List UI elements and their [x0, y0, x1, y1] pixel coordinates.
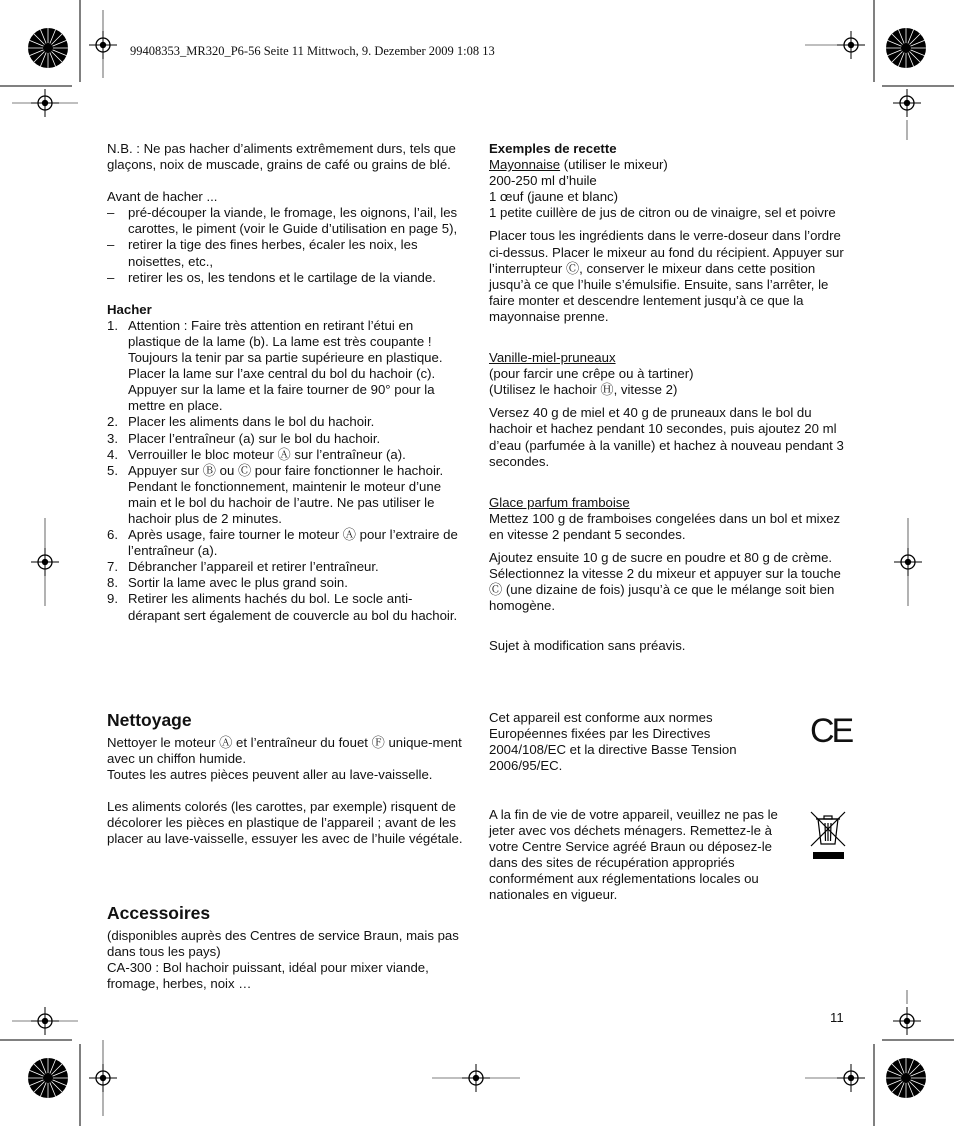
page-number: 11 — [830, 1010, 844, 1025]
nb-paragraph: N.B. : Ne pas hacher d’aliments extrêmement durs, tels que glaçons, noix de muscade, grains de café ou grains de blé. — [107, 141, 456, 173]
nettoyage-title: Nettoyage — [107, 710, 192, 730]
ce-paragraph: Cet appareil est conforme aux normes Européennes fixées par les Directives 2004/108/EC et la directive Basse Tension 2006/95/EC. — [489, 710, 737, 774]
mayo-text: Placer tous les ingrédients dans le verre-doseur dans l’ordre ci-dessus. Placer le mixeur au fond du récipient. Appuyer sur l’interrupteur Ⓒ, conserver le mixeur dans cette position jusqu’à ce que l’huile s’émulsifie. Ensuite, sans l’arrêter, le faire monter et descendre lentement jusqu’à ce que la mayonnaise prenne. — [489, 228, 844, 324]
vanille-note: (Utilisez le hachoir Ⓗ, vitesse 2) — [489, 382, 678, 398]
mayo-note: (utiliser le mixeur) — [560, 157, 668, 173]
weee-bin-icon — [808, 810, 848, 862]
weee-text — [489, 807, 801, 904]
hacher-list — [107, 318, 463, 624]
avant-title: Avant de hacher ... — [107, 189, 218, 205]
mayo-ingredient: 1 petite cuillère de jus de citron ou de vinaigre, sel et poivre — [489, 205, 836, 221]
ce-mark: CE — [810, 712, 852, 750]
mayo-heading — [489, 157, 845, 173]
list-item: 7. Débrancher l’appareil et retirer l’entraîneur. — [107, 559, 379, 575]
recettes-title: Exemples de recette — [489, 141, 617, 156]
vanille-note: (pour farcir une crêpe ou à tartiner) — [489, 366, 694, 382]
weee-paragraph: A la fin de vie de votre appareil, veuillez ne pas le jeter avec vos déchets ménagers. Remettez-le à votre Centre Service agréé Braun ou déposez-le dans des sites de récupération appropriés conformément aux réglementations locales ou nationales en vigueur. — [489, 807, 778, 903]
list-item: 5. Appuyer sur Ⓑ ou Ⓒ pour faire fonctionner le hachoir. Pendant le fonctionnement, maintenir le moteur d’une main et le bol du hachoir de l’autre. Ne pas utiliser le hachoir plus de 2 minutes. — [107, 462, 444, 526]
list-item: 3. Placer l’entraîneur (a) sur le bol du hachoir. — [107, 430, 381, 446]
avant-list — [107, 205, 463, 285]
glace-title: Glace parfum framboise — [489, 494, 630, 510]
nettoyage-p2: Toutes les autres pièces peuvent aller au lave-vaisselle. — [107, 767, 433, 783]
accessoires-p2: CA-300 : Bol hachoir puissant, idéal pour mixer viande, fromage, herbes, noix … — [107, 960, 429, 992]
nettoyage-section — [107, 710, 465, 848]
list-item: 1. Attention : Faire très attention en retirant l’étui en plastique de la lame (b). La lame est très coupante ! Toujours la tenir par sa partie supérieure en plastique. Placer la lame sur l’axe central du bol du hachoir (c). Appuyer sur la lame et la faire tourner de 90° pour la mettre en place. — [107, 317, 443, 414]
list-item: 4. Verrouiller le bloc moteur Ⓐ sur l’entraîneur (a). — [107, 446, 406, 462]
vanille-title: Vanille-miel-pruneaux — [489, 350, 616, 366]
list-item: – retirer la tige des fines herbes, écaler les noix, les noisettes, etc., — [107, 237, 418, 269]
list-item: 6. Après usage, faire tourner le moteur Ⓐ pour l’extraire de l’entraîneur (a). — [107, 527, 458, 559]
nettoyage-p1: Nettoyer le moteur Ⓐ et l’entraîneur du fouet Ⓕ unique-ment avec un chiffon humide. — [107, 735, 462, 767]
glace-text: Ajoutez ensuite 10 g de sucre en poudre et 80 g de crème. Sélectionnez la vitesse 2 du mixeur et appuyer sur la touche Ⓒ (une dizaine de fois) jusqu’à ce que le mélange soit bien homogène. — [489, 549, 841, 614]
accessoires-section — [107, 903, 465, 992]
accessoires-p1: (disponibles auprès des Centres de service Braun, mais pas dans tous les pays) — [107, 928, 459, 960]
ce-text — [489, 710, 779, 774]
vanille-text: Versez 40 g de miel et 40 g de pruneaux dans le bol du hachoir et hachez pendant 10 secondes, puis ajoutez 20 ml d’eau (parfumée à la vanille) et hachez à nouveau pendant 3 secondes. — [489, 405, 844, 469]
glace-text: Mettez 100 g de framboises congelées dans un bol et mixez en vitesse 2 pendant 5 secondes. — [489, 510, 841, 542]
list-item: 9. Retirer les aliments hachés du bol. Le socle anti-dérapant sert également de couvercle au bol du hachoir. — [107, 591, 458, 623]
sujet-text: Sujet à modification sans préavis. — [489, 638, 686, 654]
mayo-ingredient: 200-250 ml d’huile — [489, 173, 597, 189]
mayo-title: Mayonnaise — [489, 157, 561, 173]
list-item: 2. Placer les aliments dans le bol du hachoir. — [107, 414, 375, 430]
right-column — [489, 141, 845, 654]
list-item: – retirer les os, les tendons et le cartilage de la viande. — [107, 269, 436, 285]
nettoyage-p3: Les aliments colorés (les carottes, par exemple) risquent de décolorer les pièces en plastique de l’appareil ; avant de les placer au lave-vaisselle, essuyer les avec de l’huile végétale. — [107, 799, 463, 847]
hacher-title: Hacher — [107, 301, 152, 317]
list-item: – pré-découper la viande, le fromage, les oignons, l’ail, les carottes, le piment (voir le Guide d’utilisation en page 5), — [107, 205, 458, 237]
left-column — [107, 141, 463, 624]
print-header: 99408353_MR320_P6-56 Seite 11 Mittwoch, 9. Dezember 2009 1:08 13 — [130, 44, 495, 58]
accessoires-title: Accessoires — [107, 903, 211, 923]
list-item: 8. Sortir la lame avec le plus grand soin. — [107, 575, 348, 591]
mayo-ingredient: 1 œuf (jaune et blanc) — [489, 189, 619, 205]
